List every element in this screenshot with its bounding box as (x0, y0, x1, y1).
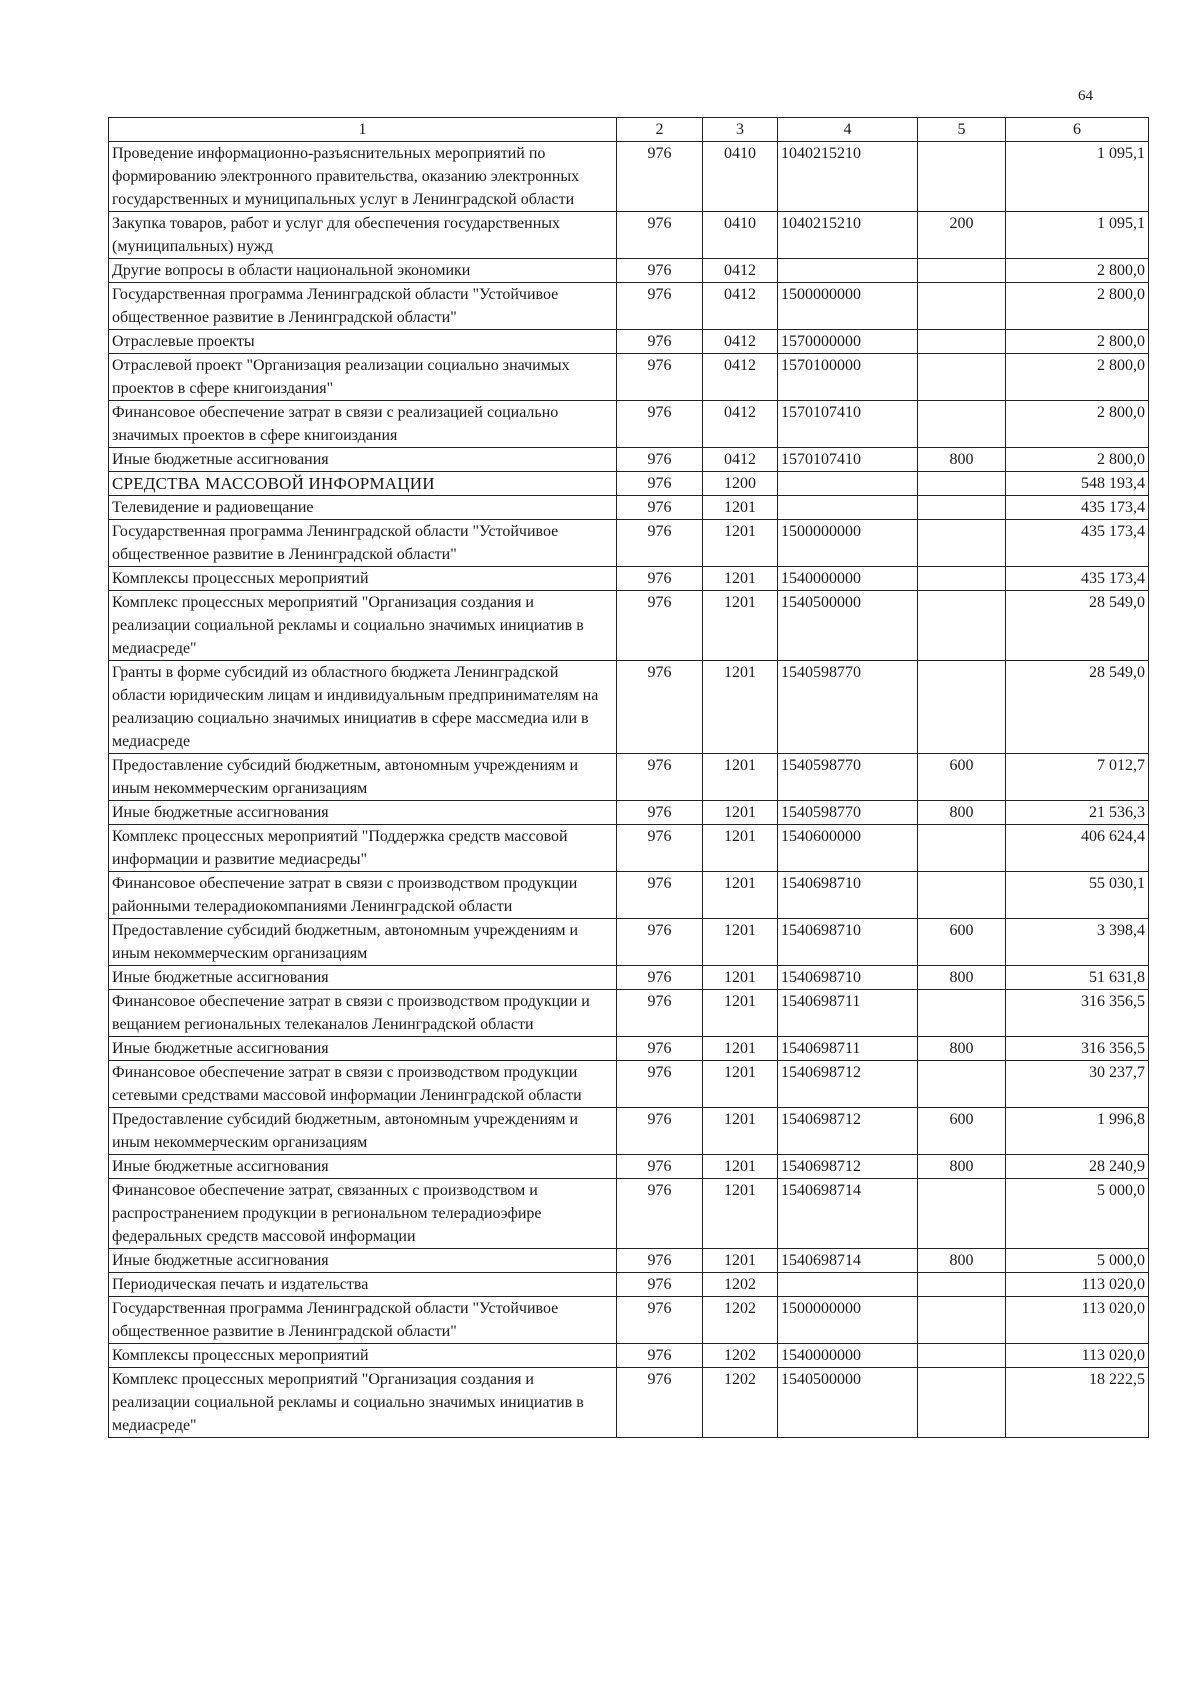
amount-cell: 2 800,0 (1006, 401, 1149, 448)
item-name-cell: Периодическая печать и издательства (109, 1273, 617, 1297)
section-code-cell: 1201 (703, 919, 778, 966)
section-code-cell: 1201 (703, 1037, 778, 1061)
ministry-code-cell: 976 (617, 354, 703, 401)
table-row (109, 1297, 1149, 1344)
amount-cell: 28 549,0 (1006, 661, 1149, 754)
amount-cell: 18 222,5 (1006, 1368, 1149, 1438)
table-row (109, 661, 1149, 754)
table-row (109, 1061, 1149, 1108)
table-row (109, 1273, 1149, 1297)
amount-cell: 5 000,0 (1006, 1179, 1149, 1249)
ministry-code-cell: 976 (617, 567, 703, 591)
ministry-code-cell: 976 (617, 142, 703, 212)
target-article-cell: 1540698710 (778, 919, 918, 966)
expense-type-cell: 800 (918, 1249, 1006, 1273)
target-article-cell: 1540698714 (778, 1249, 918, 1273)
section-code-cell: 1201 (703, 825, 778, 872)
amount-cell: 55 030,1 (1006, 872, 1149, 919)
table-row (109, 966, 1149, 990)
amount-cell: 21 536,3 (1006, 801, 1149, 825)
target-article-cell: 1540698712 (778, 1155, 918, 1179)
amount-cell: 435 173,4 (1006, 520, 1149, 567)
expense-type-cell: 800 (918, 966, 1006, 990)
target-article-cell: 1540500000 (778, 1368, 918, 1438)
target-article-cell: 1540698710 (778, 872, 918, 919)
table-row (109, 212, 1149, 259)
expense-type-cell (918, 401, 1006, 448)
expense-type-cell (918, 259, 1006, 283)
expense-type-cell: 200 (918, 212, 1006, 259)
ministry-code-cell: 976 (617, 1155, 703, 1179)
ministry-code-cell: 976 (617, 1179, 703, 1249)
item-name-cell: Финансовое обеспечение затрат, связанных с производством и распространением продукции в региональном телерадиоэфире федеральных средств массовой информации (109, 1179, 617, 1249)
section-code-cell: 1202 (703, 1368, 778, 1438)
ministry-code-cell: 976 (617, 661, 703, 754)
ministry-code-cell: 976 (617, 448, 703, 472)
item-name-cell: Комплекс процессных мероприятий "Организация создания и реализации социальной рекламы и социально значимых инициатив в медиасреде" (109, 1368, 617, 1438)
ministry-code-cell: 976 (617, 990, 703, 1037)
ministry-code-cell: 976 (617, 801, 703, 825)
item-name-cell: Комплекс процессных мероприятий "Организация создания и реализации социальной рекламы и социально значимых инициатив в медиасреде" (109, 591, 617, 661)
section-code-cell: 0412 (703, 401, 778, 448)
table-row (109, 591, 1149, 661)
section-code-cell: 1201 (703, 496, 778, 520)
table-row (109, 801, 1149, 825)
target-article-cell: 1540598770 (778, 661, 918, 754)
expense-type-cell: 600 (918, 1108, 1006, 1155)
ministry-code-cell: 976 (617, 496, 703, 520)
table-row (109, 872, 1149, 919)
expense-type-cell: 800 (918, 448, 1006, 472)
expense-type-cell (918, 330, 1006, 354)
target-article-cell (778, 496, 918, 520)
ministry-code-cell: 976 (617, 401, 703, 448)
expense-type-cell (918, 567, 1006, 591)
amount-cell: 406 624,4 (1006, 825, 1149, 872)
ministry-code-cell: 976 (617, 330, 703, 354)
section-code-cell: 0412 (703, 283, 778, 330)
ministry-code-cell: 976 (617, 283, 703, 330)
target-article-cell: 1540698712 (778, 1108, 918, 1155)
column-header-1: 1 (109, 118, 617, 142)
amount-cell: 2 800,0 (1006, 259, 1149, 283)
expense-type-cell: 600 (918, 919, 1006, 966)
ministry-code-cell: 976 (617, 966, 703, 990)
target-article-cell: 1540698710 (778, 966, 918, 990)
amount-cell: 30 237,7 (1006, 1061, 1149, 1108)
expense-type-cell (918, 990, 1006, 1037)
item-name-cell: СРЕДСТВА МАССОВОЙ ИНФОРМАЦИИ (109, 472, 617, 496)
target-article-cell: 1540598770 (778, 754, 918, 801)
column-header-6: 6 (1006, 118, 1149, 142)
expense-type-cell: 800 (918, 801, 1006, 825)
ministry-code-cell: 976 (617, 825, 703, 872)
item-name-cell: Гранты в форме субсидий из областного бюджета Ленинградской области юридическим лицам и индивидуальным предпринимателям на реализацию социально значимых инициатив в сфере массмедиа или в медиасреде (109, 661, 617, 754)
amount-cell: 435 173,4 (1006, 496, 1149, 520)
table-row (109, 259, 1149, 283)
ministry-code-cell: 976 (617, 1297, 703, 1344)
section-code-cell: 1201 (703, 872, 778, 919)
ministry-code-cell: 976 (617, 520, 703, 567)
table-row (109, 496, 1149, 520)
item-name-cell: Государственная программа Ленинградской области "Устойчивое общественное развитие в Ленинградской области" (109, 520, 617, 567)
expense-type-cell (918, 825, 1006, 872)
section-code-cell: 1201 (703, 591, 778, 661)
target-article-cell: 1570107410 (778, 448, 918, 472)
expense-type-cell (918, 1179, 1006, 1249)
table-row (109, 919, 1149, 966)
section-code-cell: 0410 (703, 212, 778, 259)
amount-cell: 1 996,8 (1006, 1108, 1149, 1155)
budget-table-body (109, 118, 1149, 1438)
item-name-cell: Проведение информационно-разъяснительных мероприятий по формированию электронного правительства, оказанию электронных государственных и муниципальных услуг в Ленинградской области (109, 142, 617, 212)
amount-cell: 548 193,4 (1006, 472, 1149, 496)
section-code-cell: 1201 (703, 567, 778, 591)
item-name-cell: Иные бюджетные ассигнования (109, 801, 617, 825)
column-header-2: 2 (617, 118, 703, 142)
section-code-cell: 1201 (703, 1179, 778, 1249)
target-article-cell: 1540500000 (778, 591, 918, 661)
expense-type-cell: 800 (918, 1037, 1006, 1061)
table-row (109, 354, 1149, 401)
section-code-cell: 1202 (703, 1273, 778, 1297)
expense-type-cell (918, 1297, 1006, 1344)
ministry-code-cell: 976 (617, 212, 703, 259)
ministry-code-cell: 976 (617, 919, 703, 966)
section-code-cell: 1201 (703, 990, 778, 1037)
section-code-cell: 0412 (703, 448, 778, 472)
item-name-cell: Финансовое обеспечение затрат в связи с производством продукции сетевыми средствами массовой информации Ленинградской области (109, 1061, 617, 1108)
ministry-code-cell: 976 (617, 1368, 703, 1438)
amount-cell: 113 020,0 (1006, 1273, 1149, 1297)
item-name-cell: Телевидение и радиовещание (109, 496, 617, 520)
expense-type-cell: 600 (918, 754, 1006, 801)
amount-cell: 113 020,0 (1006, 1297, 1149, 1344)
section-code-cell: 1202 (703, 1344, 778, 1368)
table-row (109, 1368, 1149, 1438)
item-name-cell: Комплекс процессных мероприятий "Поддержка средств массовой информации и развитие медиасреды" (109, 825, 617, 872)
table-row (109, 1108, 1149, 1155)
section-code-cell: 1201 (703, 520, 778, 567)
section-code-cell: 1202 (703, 1297, 778, 1344)
section-code-cell: 1201 (703, 1155, 778, 1179)
column-header-4: 4 (778, 118, 918, 142)
ministry-code-cell: 976 (617, 1273, 703, 1297)
section-code-cell: 1201 (703, 1061, 778, 1108)
ministry-code-cell: 976 (617, 1249, 703, 1273)
target-article-cell: 1540000000 (778, 567, 918, 591)
target-article-cell: 1540698711 (778, 990, 918, 1037)
ministry-code-cell: 976 (617, 1037, 703, 1061)
target-article-cell: 1040215210 (778, 142, 918, 212)
item-name-cell: Другие вопросы в области национальной экономики (109, 259, 617, 283)
amount-cell: 28 549,0 (1006, 591, 1149, 661)
target-article-cell: 1540698711 (778, 1037, 918, 1061)
expense-type-cell (918, 591, 1006, 661)
item-name-cell: Предоставление субсидий бюджетным, автономным учреждениям и иным некоммерческим организациям (109, 919, 617, 966)
item-name-cell: Финансовое обеспечение затрат в связи с производством продукции и вещанием региональных телеканалов Ленинградской области (109, 990, 617, 1037)
target-article-cell: 1040215210 (778, 212, 918, 259)
table-row (109, 1344, 1149, 1368)
ministry-code-cell: 976 (617, 259, 703, 283)
column-header-5: 5 (918, 118, 1006, 142)
item-name-cell: Отраслевые проекты (109, 330, 617, 354)
item-name-cell: Предоставление субсидий бюджетным, автономным учреждениям и иным некоммерческим организациям (109, 1108, 617, 1155)
table-row (109, 990, 1149, 1037)
table-row (109, 401, 1149, 448)
amount-cell: 3 398,4 (1006, 919, 1149, 966)
section-code-cell: 1201 (703, 966, 778, 990)
ministry-code-cell: 976 (617, 754, 703, 801)
item-name-cell: Иные бюджетные ассигнования (109, 1037, 617, 1061)
item-name-cell: Иные бюджетные ассигнования (109, 448, 617, 472)
ministry-code-cell: 976 (617, 472, 703, 496)
amount-cell: 2 800,0 (1006, 330, 1149, 354)
target-article-cell: 1570100000 (778, 354, 918, 401)
target-article-cell: 1500000000 (778, 283, 918, 330)
table-row (109, 330, 1149, 354)
item-name-cell: Финансовое обеспечение затрат в связи с реализацией социально значимых проектов в сфере книгоиздания (109, 401, 617, 448)
amount-cell: 5 000,0 (1006, 1249, 1149, 1273)
expense-type-cell (918, 142, 1006, 212)
item-name-cell: Иные бюджетные ассигнования (109, 966, 617, 990)
section-code-cell: 1201 (703, 661, 778, 754)
table-row (109, 754, 1149, 801)
ministry-code-cell: 976 (617, 591, 703, 661)
section-code-cell: 0412 (703, 354, 778, 401)
section-code-cell: 1201 (703, 801, 778, 825)
section-code-cell: 1201 (703, 1249, 778, 1273)
amount-cell: 51 631,8 (1006, 966, 1149, 990)
item-name-cell: Предоставление субсидий бюджетным, автономным учреждениям и иным некоммерческим организациям (109, 754, 617, 801)
expense-type-cell (918, 354, 1006, 401)
target-article-cell: 1540598770 (778, 801, 918, 825)
target-article-cell: 1540000000 (778, 1344, 918, 1368)
item-name-cell: Финансовое обеспечение затрат в связи с производством продукции районными телерадиокомпаниями Ленинградской области (109, 872, 617, 919)
table-row (109, 283, 1149, 330)
item-name-cell: Отраслевой проект "Организация реализации социально значимых проектов в сфере книгоиздания" (109, 354, 617, 401)
item-name-cell: Государственная программа Ленинградской области "Устойчивое общественное развитие в Ленинградской области" (109, 1297, 617, 1344)
ministry-code-cell: 976 (617, 872, 703, 919)
target-article-cell: 1570000000 (778, 330, 918, 354)
amount-cell: 2 800,0 (1006, 354, 1149, 401)
item-name-cell: Комплексы процессных мероприятий (109, 1344, 617, 1368)
table-row (109, 1179, 1149, 1249)
target-article-cell: 1570107410 (778, 401, 918, 448)
target-article-cell: 1540698714 (778, 1179, 918, 1249)
amount-cell: 2 800,0 (1006, 283, 1149, 330)
section-code-cell: 1200 (703, 472, 778, 496)
item-name-cell: Иные бюджетные ассигнования (109, 1155, 617, 1179)
expense-type-cell (918, 661, 1006, 754)
table-row (109, 142, 1149, 212)
amount-cell: 1 095,1 (1006, 142, 1149, 212)
amount-cell: 28 240,9 (1006, 1155, 1149, 1179)
amount-cell: 316 356,5 (1006, 990, 1149, 1037)
expense-type-cell (918, 472, 1006, 496)
page-number: 64 (1078, 88, 1093, 104)
section-code-cell: 0410 (703, 142, 778, 212)
amount-cell: 2 800,0 (1006, 448, 1149, 472)
table-row (109, 520, 1149, 567)
amount-cell: 316 356,5 (1006, 1037, 1149, 1061)
expense-type-cell (918, 283, 1006, 330)
section-code-cell: 0412 (703, 259, 778, 283)
expense-type-cell (918, 1344, 1006, 1368)
amount-cell: 1 095,1 (1006, 212, 1149, 259)
section-code-cell: 1201 (703, 1108, 778, 1155)
table-row (109, 448, 1149, 472)
table-row (109, 1037, 1149, 1061)
amount-cell: 435 173,4 (1006, 567, 1149, 591)
expense-type-cell (918, 496, 1006, 520)
table-row (109, 1155, 1149, 1179)
target-article-cell (778, 472, 918, 496)
item-name-cell: Иные бюджетные ассигнования (109, 1249, 617, 1273)
section-code-cell: 0412 (703, 330, 778, 354)
table-row (109, 472, 1149, 496)
table-row (109, 567, 1149, 591)
expense-type-cell (918, 1368, 1006, 1438)
budget-table (108, 117, 1149, 1438)
item-name-cell: Закупка товаров, работ и услуг для обеспечения государственных (муниципальных) нужд (109, 212, 617, 259)
table-header-row (109, 118, 1149, 142)
item-name-cell: Комплексы процессных мероприятий (109, 567, 617, 591)
target-article-cell: 1540600000 (778, 825, 918, 872)
ministry-code-cell: 976 (617, 1061, 703, 1108)
item-name-cell: Государственная программа Ленинградской области "Устойчивое общественное развитие в Ленинградской области" (109, 283, 617, 330)
table-row (109, 825, 1149, 872)
column-header-3: 3 (703, 118, 778, 142)
table-row (109, 1249, 1149, 1273)
expense-type-cell (918, 1061, 1006, 1108)
expense-type-cell: 800 (918, 1155, 1006, 1179)
target-article-cell (778, 1273, 918, 1297)
amount-cell: 113 020,0 (1006, 1344, 1149, 1368)
target-article-cell (778, 259, 918, 283)
ministry-code-cell: 976 (617, 1108, 703, 1155)
target-article-cell: 1500000000 (778, 1297, 918, 1344)
amount-cell: 7 012,7 (1006, 754, 1149, 801)
expense-type-cell (918, 520, 1006, 567)
ministry-code-cell: 976 (617, 1344, 703, 1368)
target-article-cell: 1540698712 (778, 1061, 918, 1108)
expense-type-cell (918, 872, 1006, 919)
expense-type-cell (918, 1273, 1006, 1297)
target-article-cell: 1500000000 (778, 520, 918, 567)
section-code-cell: 1201 (703, 754, 778, 801)
